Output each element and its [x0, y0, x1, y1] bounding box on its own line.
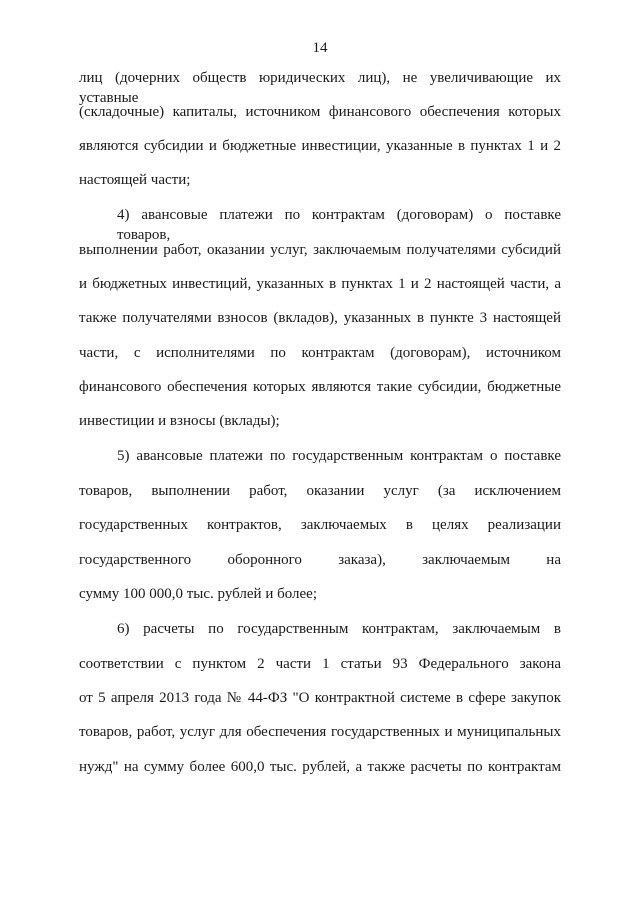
text-line: и бюджетных инвестиций, указанных в пунктах 1 и 2 настоящей части, а	[79, 276, 561, 292]
text-line: являются субсидии и бюджетные инвестиции, указанные в пунктах 1 и 2	[79, 138, 561, 154]
page-number: 14	[312, 40, 328, 56]
paragraph-6-first-line: 6) расчеты по государственным контрактам, заключаемым в	[117, 621, 561, 637]
text-line: настоящей части;	[79, 172, 191, 188]
text-line: (складочные) капиталы, источником финансового обеспечения которых	[79, 104, 561, 120]
text-line: части, с исполнителями по контрактам (договорам), источником	[79, 345, 561, 361]
text-line: соответствии с пунктом 2 части 1 статьи 93 Федерального закона	[79, 656, 561, 672]
text-line: товаров, работ, услуг для обеспечения государственных и муниципальных	[79, 724, 561, 740]
text-line: сумму 100 000,0 тыс. рублей и более;	[79, 586, 318, 602]
paragraph-4-first-line: 4) авансовые платежи по контрактам (договорам) о поставке товаров,	[117, 207, 561, 243]
text-line: товаров, выполнении работ, оказании услуг (за исключением	[79, 483, 561, 499]
text-line: государственного оборонного заказа), заключаемым на	[79, 552, 561, 568]
paragraph-5-first-line: 5) авансовые платежи по государственным контрактам о поставке	[117, 448, 561, 464]
text-line: выполнении работ, оказании услуг, заключаемым получателями субсидий	[79, 242, 561, 258]
text-line: также получателями взносов (вкладов), указанных в пункте 3 настоящей	[79, 310, 561, 326]
text-line: финансового обеспечения которых являются такие субсидии, бюджетные	[79, 379, 561, 395]
text-line: нужд" на сумму более 600,0 тыс. рублей, а также расчеты по контрактам	[79, 759, 561, 775]
text-line: от 5 апреля 2013 года № 44-ФЗ "О контрактной системе в сфере закупок	[79, 690, 561, 706]
text-line: инвестиции и взносы (вклады);	[79, 413, 280, 429]
text-line: лиц (дочерних обществ юридических лиц), не увеличивающие их уставные	[79, 70, 561, 106]
text-line: государственных контрактов, заключаемых в целях реализации	[79, 517, 561, 533]
